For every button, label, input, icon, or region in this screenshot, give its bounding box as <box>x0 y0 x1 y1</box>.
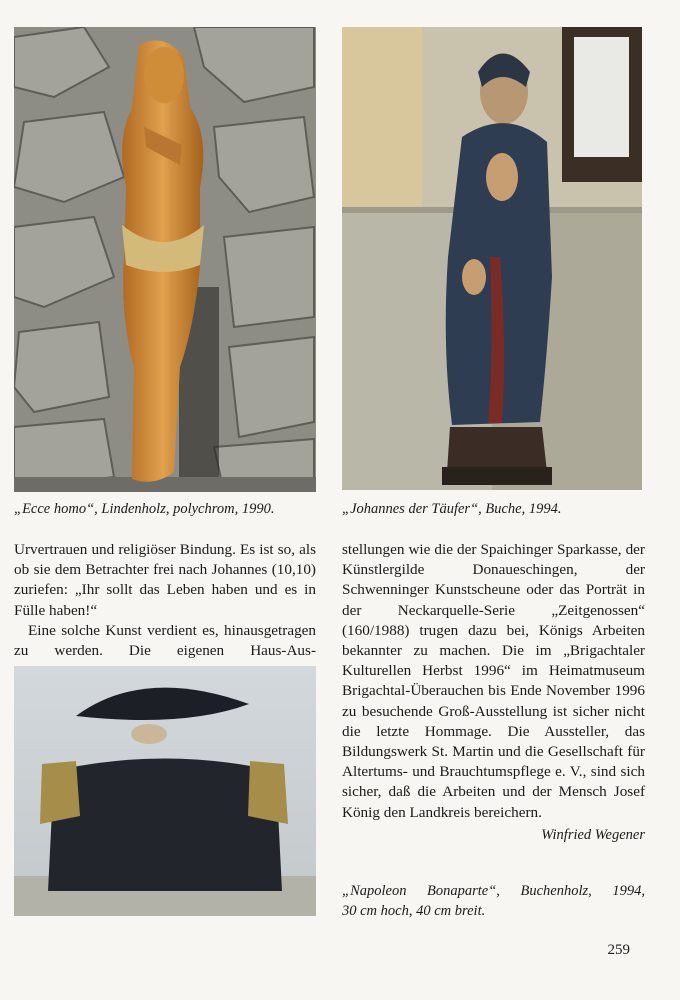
left-paragraph-1: Urvertrauen und religiöser Bindung. Es ist so, als ob sie dem Betrachter frei nach Johannes (10,10) zuriefen: „Ihr sollt das Leben haben und es in Fülle haben!“ <box>14 541 316 619</box>
left-paragraph-2: Eine solche Kunst verdient es, hinausgetragen zu werden. Die eigenen Haus-Aus- <box>14 621 316 660</box>
page-number: 259 <box>607 942 630 958</box>
caption-napoleon-line-1: „Napoleon Bonaparte“, Buchenholz, 1994, <box>342 883 645 899</box>
caption-johannes: „Johannes der Täufer“, Buche, 1994. <box>342 501 562 517</box>
photo-napoleon <box>14 666 316 916</box>
author-name: Winfried Wegener <box>541 826 645 843</box>
photo-ecce-homo <box>14 27 316 492</box>
caption-napoleon-line-2: 30 cm hoch, 40 cm breit. <box>342 903 486 919</box>
right-column-text <box>342 540 645 845</box>
caption-ecce-homo: „Ecce homo“, Lindenholz, polychrom, 1990. <box>14 501 275 517</box>
right-paragraph: stellungen wie die der Spaichinger Sparkasse, der Künstlergilde Donaueschingen, der Schwenninger Kunstscheune oder das Porträt in der Neckarquelle-Serie „Zeitgenossen“ (160/1988) trugen dazu bei, Königs Arbeiten bekannter zu machen. Die im „Brigachtaler Kulturellen Herbst 1996“ im Heimatmuseum Brigachtal-Überauchen bis Ende November 1996 zu besuchende Groß-Ausstellung ist sicher nicht die letzte Hommage. Die Aussteller, das Bildungswerk St. Martin und die Gesellschaft für Altertums- und Brauchtumspflege e. V., sind sich sicher, daß die Arbeiten und der Mensch Josef König den Landkreis bereichern. <box>342 541 645 821</box>
photo-johannes <box>342 27 642 490</box>
left-column-text <box>14 540 316 661</box>
